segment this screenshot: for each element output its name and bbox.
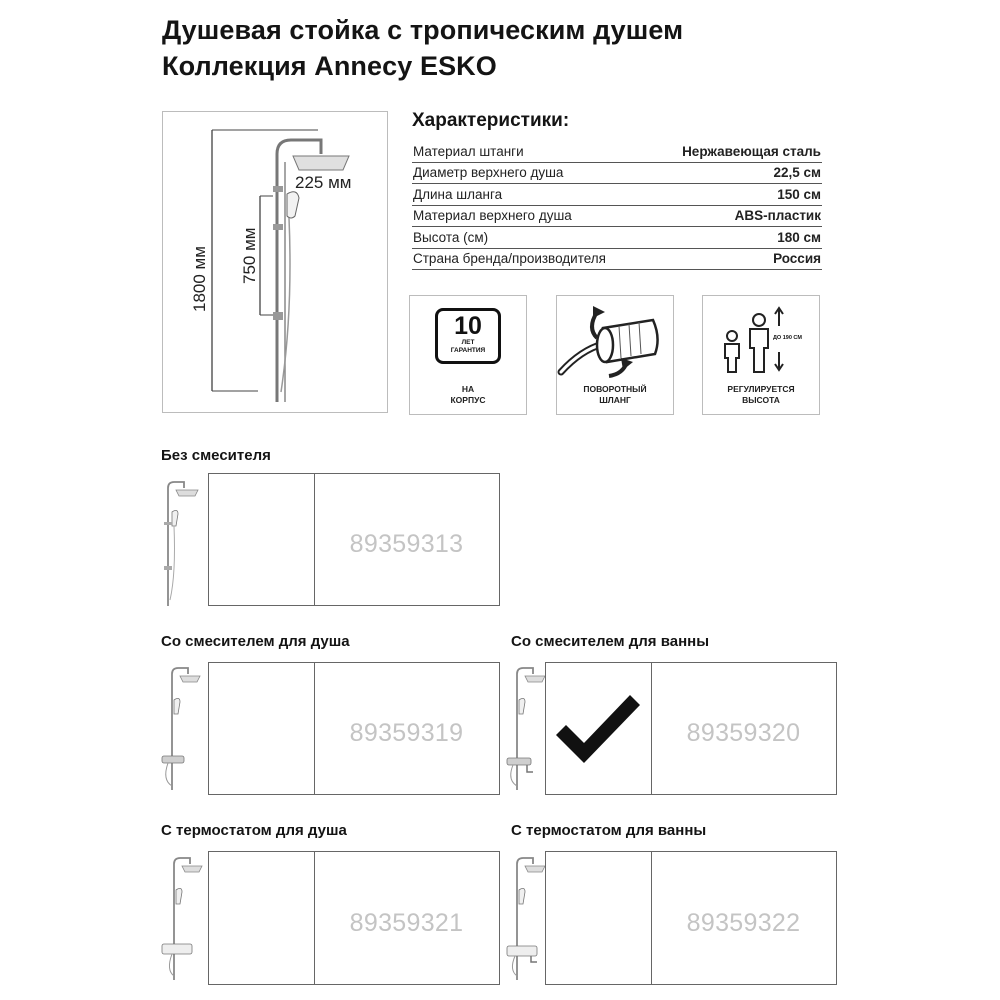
adjustable-height-badge [702, 295, 820, 415]
spec-row [412, 141, 822, 162]
variant-code: 89359320 [686, 719, 801, 747]
adjustable-height-label [703, 384, 819, 406]
variant-code: 89359319 [349, 719, 464, 747]
rotating-hose-badge [556, 295, 674, 415]
product-image [162, 111, 388, 413]
adjustable-height-label-2: ВЫСОТА [742, 395, 780, 405]
shower-drawing [163, 112, 387, 412]
title-line-1: Душевая стойка с тропическим душем [162, 15, 684, 45]
variant-code: 89359321 [349, 908, 464, 937]
variant-check-cell [546, 663, 652, 794]
variant-box [545, 851, 837, 985]
warranty-word: ГАРАНТИЯ [450, 347, 486, 354]
spec-value: Россия [650, 248, 822, 270]
spec-value: Нержавеющая сталь [650, 141, 822, 162]
variant-code-cell [651, 663, 836, 794]
rotating-hose-label-1: ПОВОРОТНЫЙ [583, 384, 647, 394]
specs-title: Характеристики: [412, 110, 570, 131]
variant-title: Со смесителем для ванны [511, 633, 710, 650]
variant-code: 89359322 [686, 908, 801, 937]
spec-value: 150 см [650, 184, 822, 206]
variant-check-cell [209, 852, 315, 984]
spec-label: Материал штанги [412, 141, 650, 162]
head-dimension: 225 мм [295, 173, 352, 192]
variant-box [208, 662, 500, 795]
spec-label: Материал верхнего душа [412, 205, 650, 227]
page-title [162, 12, 683, 84]
variant-code-cell [314, 474, 499, 605]
variant-check-cell [209, 663, 315, 794]
spec-label: Высота (см) [412, 227, 650, 249]
bath-mixer-thumbnail [505, 660, 549, 794]
adjustable-height-label-1: РЕГУЛИРУЕТСЯ [727, 384, 795, 394]
warranty-badge [409, 295, 527, 415]
hose-dimension: 750 мм [240, 227, 259, 284]
checkmark-icon [546, 663, 650, 794]
warranty-years: 10 [454, 312, 482, 340]
spec-row [412, 162, 822, 184]
variant-code-cell [314, 663, 499, 794]
spec-value: 22,5 см [650, 162, 822, 184]
title-line-2: Коллекция Annecy ESKO [162, 51, 497, 81]
specs-table [412, 141, 822, 270]
spec-row [412, 227, 822, 249]
spec-row [412, 205, 822, 227]
variant-title: С термостатом для ванны [511, 822, 707, 839]
height-dimension: 1800 мм [190, 246, 209, 312]
spec-row [412, 248, 822, 270]
variant-code-cell [651, 852, 836, 984]
rotating-hose-label-2: ШЛАНГ [599, 395, 631, 405]
warranty-icon [435, 308, 501, 364]
spec-value: ABS-пластик [650, 205, 822, 227]
spec-row [412, 184, 822, 206]
warranty-label-2: КОРПУС [450, 395, 486, 405]
warranty-label-1: НА [461, 384, 475, 394]
spec-value: 180 см [650, 227, 822, 249]
bath-thermostat-thumbnail [505, 850, 549, 984]
shower-thermostat-thumbnail [160, 850, 204, 984]
height-range: ДО 190 СМ [773, 335, 802, 341]
shower-mixer-thumbnail [158, 660, 202, 794]
variant-code: 89359313 [349, 530, 464, 558]
variant-box [208, 473, 500, 606]
spec-label: Длина шланга [412, 184, 650, 206]
warranty-label [410, 384, 526, 406]
spec-label: Страна бренда/производителя [412, 248, 650, 270]
variant-title: Со смесителем для душа [161, 633, 350, 650]
rotating-hose-icon [557, 298, 673, 382]
warranty-unit: ЛЕТ [461, 339, 475, 346]
variant-check-cell [209, 474, 315, 605]
variant-title: Без смесителя [161, 447, 271, 464]
variant-code-cell [314, 852, 499, 984]
variant-box [208, 851, 500, 985]
variant-check-cell [546, 852, 652, 984]
spec-label: Диаметр верхнего душа [412, 162, 650, 184]
rotating-hose-label [557, 384, 673, 406]
variant-title: С термостатом для душа [161, 822, 347, 839]
variant-box-selected [545, 662, 837, 795]
shower-thumbnail [158, 474, 202, 608]
